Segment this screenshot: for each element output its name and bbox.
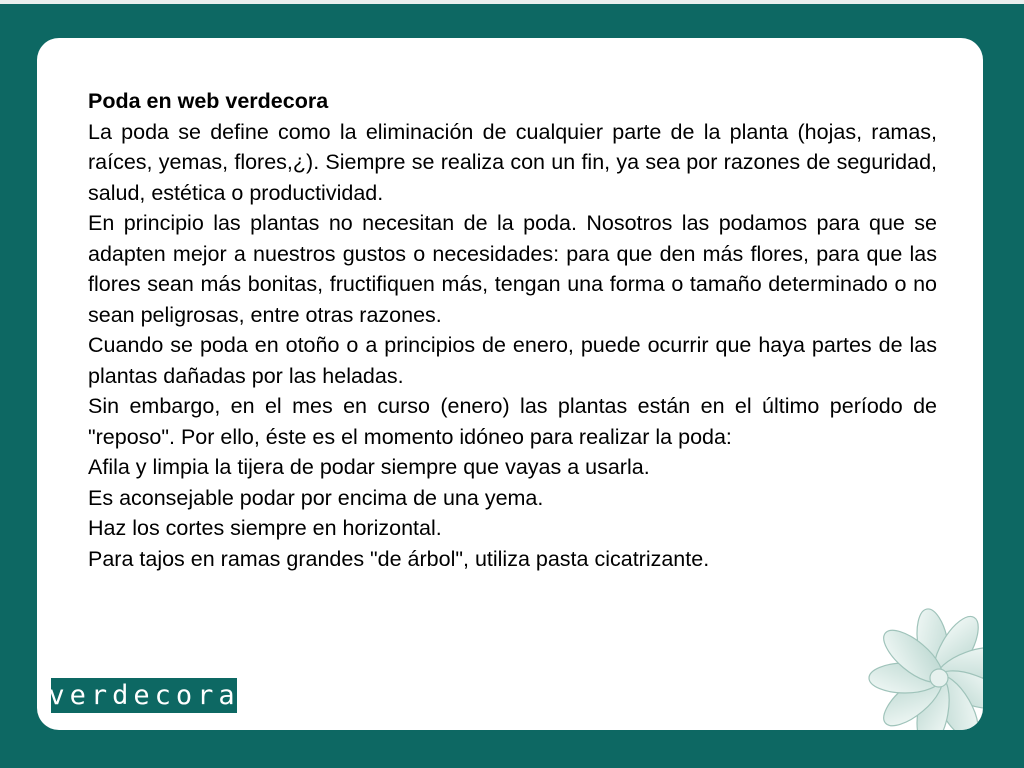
top-rule <box>0 0 1024 4</box>
tip-sharpen: Afila y limpia la tijera de podar siempre que vayas a usarla. <box>88 455 650 479</box>
slide-card <box>37 38 983 730</box>
paragraph-definition: La poda se define como la eliminación de cualquier parte de la planta (hojas, ramas, raíces, yemas, flores,¿). Siempre se realiza con un fin, ya sea por razones de seguridad, salud, estética o productividad. <box>88 119 937 205</box>
paragraph-frost: Cuando se poda en otoño o a principios de enero, puede ocurrir que haya partes de las plantas dañadas por las heladas. <box>88 333 937 388</box>
paragraph-purpose: En principio las plantas no necesitan de la poda. Nosotros las podamos para que se adapten mejor a nuestros gustos o necesidades: para que den más flores, para que las flores sean más bonitas, fructifiquen más, tengan una forma o tamaño determinado o no sean peligrosas, entre otras razones. <box>88 211 937 327</box>
article-title: Poda en web verdecora <box>88 89 329 113</box>
tip-bud: Es aconsejable podar por encima de una yema. <box>88 485 544 510</box>
tip-paste: Para tajos en ramas grandes "de árbol", utiliza pasta cicatrizante. <box>88 546 710 571</box>
flower-icon <box>847 608 983 730</box>
verdecora-logo: verdecora <box>48 680 240 711</box>
article <box>88 86 937 574</box>
paragraph-timing: Sin embargo, en el mes en curso (enero) las plantas están en el último período de "reposo". Por ello, éste es el momento idóneo para realizar la poda: <box>88 394 937 449</box>
tip-horizontal: Haz los cortes siempre en horizontal. <box>88 516 442 540</box>
